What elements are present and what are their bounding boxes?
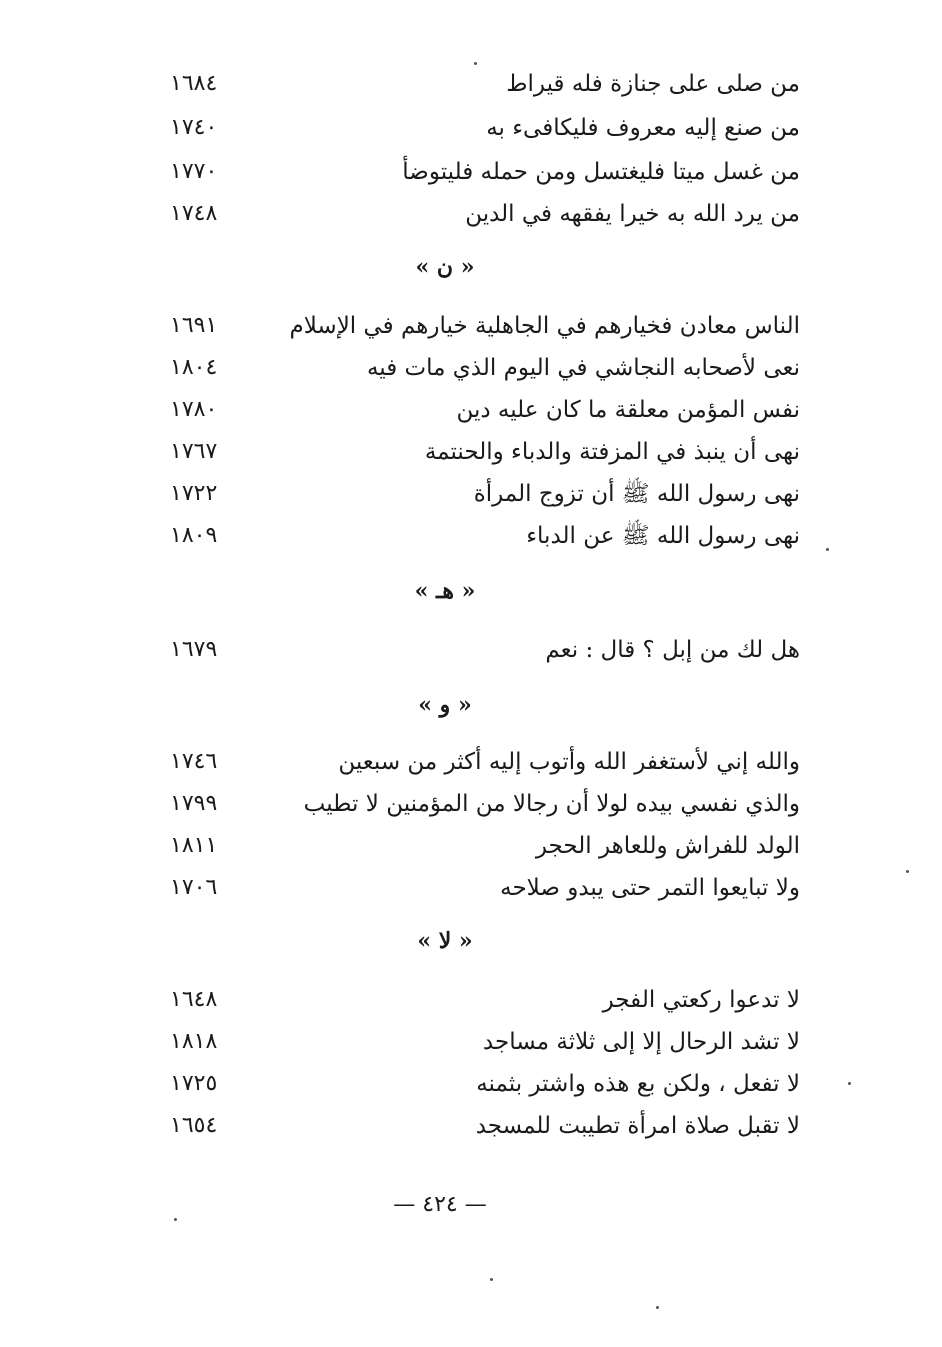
hadith-number: ١٨١١: [170, 833, 218, 858]
index-entry: [150, 64, 800, 104]
hadith-text: نهى رسول الله ﷺ أن تزوج المرأة: [473, 481, 800, 507]
index-entry: [150, 348, 800, 388]
hadith-number: ١٧٢٢: [170, 481, 218, 506]
hadith-text: لا تشد الرحال إلا إلى ثلاثة مساجد: [482, 1029, 800, 1055]
hadith-text: لا تقبل صلاة امرأة تطيبت للمسجد: [475, 1113, 800, 1139]
index-entry: [150, 742, 800, 782]
hadith-text: والله إني لأستغفر الله وأتوب إليه أكثر من سبعين: [338, 749, 800, 775]
hadith-text: من غسل ميتا فليغتسل ومن حمله فليتوضأ: [402, 159, 800, 185]
hadith-text: والذي نفسي بيده لولا أن رجالا من المؤمنين لا تطيب: [303, 791, 800, 817]
scan-speck: [826, 548, 829, 551]
hadith-number: ١٧٦٧: [170, 439, 218, 464]
hadith-text: هل لك من إبل ؟ قال : نعم: [545, 637, 800, 663]
hadith-text: من يرد الله به خيرا يفقهه في الدين: [465, 201, 800, 227]
hadith-text: الناس معادن فخيارهم في الجاهلية خيارهم في الإسلام: [289, 313, 800, 339]
hadith-number: ١٦٩١: [170, 313, 218, 338]
hadith-number: ١٧٨٠: [170, 397, 218, 422]
index-entry: [150, 1106, 800, 1146]
scan-speck: [906, 870, 909, 873]
hadith-number: ١٨٠٩: [170, 523, 218, 548]
index-entry: [150, 432, 800, 472]
index-entry: [150, 868, 800, 908]
page-number: — ٤٢٤ —: [393, 1192, 487, 1217]
hadith-number: ١٧٤٠: [170, 115, 218, 140]
hadith-text: نعى لأصحابه النجاشي في اليوم الذي مات فيه: [366, 355, 800, 381]
index-entry: [150, 108, 800, 148]
hadith-number: ١٧٤٦: [170, 749, 218, 774]
hadith-text: نفس المؤمن معلقة ما كان عليه دين: [456, 397, 800, 423]
index-entry: [150, 980, 800, 1020]
hadith-number: ١٦٨٤: [170, 71, 218, 96]
index-entry: [150, 1022, 800, 1062]
hadith-number: ١٦٧٩: [170, 637, 218, 662]
index-entry: [150, 474, 800, 514]
index-entry: [150, 826, 800, 866]
index-entry: [150, 194, 800, 234]
hadith-text: نهى أن ينبذ في المزفتة والدباء والحنتمة: [424, 439, 800, 465]
scan-speck: [490, 1278, 493, 1281]
index-entry: [150, 516, 800, 556]
scan-speck: [656, 1306, 659, 1309]
hadith-number: ١٦٥٤: [170, 1113, 218, 1138]
hadith-number: ١٧٢٥: [170, 1071, 218, 1096]
hadith-text: لا تدعوا ركعتي الفجر: [602, 987, 800, 1013]
index-entry: [150, 306, 800, 346]
section-heading: « و »: [418, 692, 472, 718]
hadith-text: لا تفعل ، ولكن بع هذه واشتر بثمنه: [476, 1071, 800, 1097]
index-entry: [150, 1064, 800, 1104]
scan-speck: [848, 1082, 851, 1085]
scan-speck: [474, 62, 477, 65]
hadith-number: ١٨٠٤: [170, 355, 218, 380]
hadith-number: ١٧٧٠: [170, 159, 218, 184]
hadith-text: الولد للفراش وللعاهر الحجر: [535, 833, 800, 859]
hadith-number: ١٧٩٩: [170, 791, 218, 816]
hadith-number: ١٨١٨: [170, 1029, 218, 1054]
hadith-text: ولا تبايعوا التمر حتى يبدو صلاحه: [500, 875, 800, 901]
index-entry: [150, 390, 800, 430]
hadith-number: ١٧٠٦: [170, 875, 218, 900]
hadith-text: من صلى على جنازة فله قيراط: [506, 71, 800, 97]
index-entry: [150, 152, 800, 192]
hadith-text: من صنع إليه معروف فليكافىء به: [486, 115, 800, 141]
section-heading: « لا »: [417, 928, 473, 954]
hadith-text: نهى رسول الله ﷺ عن الدباء: [526, 523, 800, 549]
index-entry: [150, 630, 800, 670]
section-heading: « هـ »: [414, 578, 476, 604]
hadith-number: ١٧٤٨: [170, 201, 218, 226]
scan-speck: [174, 1218, 177, 1221]
section-heading: « ن »: [415, 254, 475, 280]
hadith-number: ١٦٤٨: [170, 987, 218, 1012]
index-entry: [150, 784, 800, 824]
